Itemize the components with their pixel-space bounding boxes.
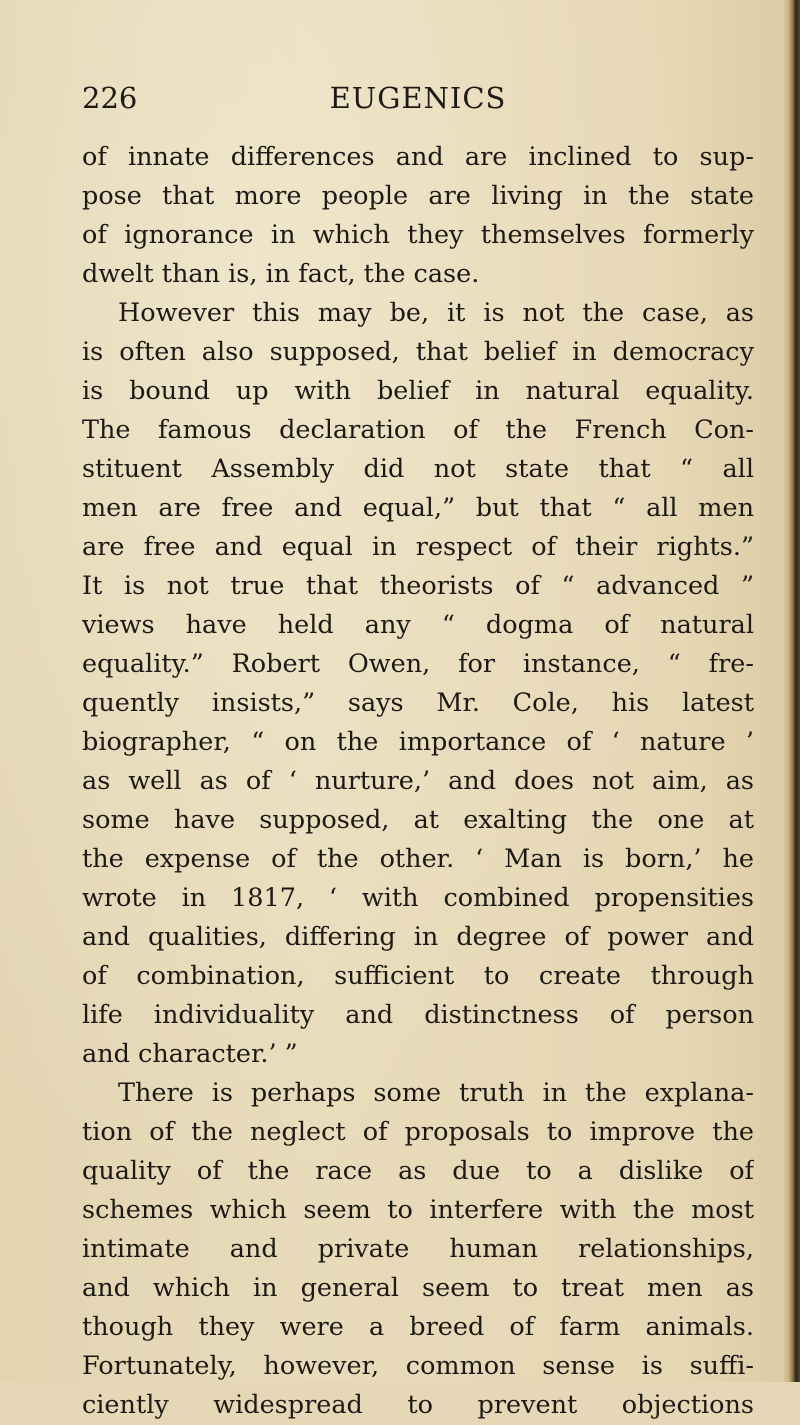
- text-line: quently insists,” says Mr. Cole, his latest: [82, 688, 754, 718]
- text-line: Fortunately, however, common sense is suffi-: [82, 1351, 754, 1381]
- text-line: men are free and equal,” but that “ all men: [82, 493, 754, 523]
- text-line: as well as of ‘ nurture,’ and does not aim, as: [82, 766, 754, 796]
- text-line: of ignorance in which they themselves formerly: [82, 220, 754, 250]
- text-line: pose that more people are living in the state: [82, 181, 754, 211]
- text-line: some have supposed, at exalting the one at: [82, 805, 754, 835]
- text-line: life individuality and distinctness of person: [82, 1000, 754, 1030]
- text-line: though they were a breed of farm animals.: [82, 1312, 754, 1342]
- text-line: intimate and private human relationships,: [82, 1234, 754, 1264]
- text-line: views have held any “ dogma of natural: [82, 610, 754, 640]
- text-line: of combination, sufficient to create through: [82, 961, 754, 991]
- text-line: and qualities, differing in degree of power and: [82, 922, 754, 952]
- text-line: of innate differences and are inclined to sup-: [82, 142, 754, 172]
- page-number: 226: [82, 81, 138, 115]
- running-title: EUGENICS: [329, 81, 507, 115]
- text-line: and character.’ ”: [82, 1039, 298, 1069]
- text-line: quality of the race as due to a dislike of: [82, 1156, 754, 1186]
- text-line: equality.” Robert Owen, for instance, “ fre-: [82, 649, 754, 679]
- text-line: It is not true that theorists of “ advanced ”: [82, 571, 754, 601]
- text-line: The famous declaration of the French Con-: [82, 415, 754, 445]
- text-line: is bound up with belief in natural equality.: [82, 376, 754, 406]
- text-line: wrote in 1817, ‘ with combined propensities: [82, 883, 754, 913]
- text-line: ciently widespread to prevent objections: [82, 1390, 754, 1420]
- text-line: There is perhaps some truth in the explana-: [118, 1078, 754, 1108]
- body-text: [82, 138, 754, 1425]
- text-line: are free and equal in respect of their rights.”: [82, 532, 754, 562]
- text-line: However this may be, it is not the case, as: [118, 298, 754, 328]
- text-line: schemes which seem to interfere with the most: [82, 1195, 754, 1225]
- text-line: tion of the neglect of proposals to improve the: [82, 1117, 754, 1147]
- text-line: stituent Assembly did not state that “ all: [82, 454, 754, 484]
- text-line: biographer, “ on the importance of ‘ nature ’: [82, 727, 754, 757]
- page-edge-shadow: [784, 0, 800, 1382]
- text-line: the expense of the other. ‘ Man is born,’ he: [82, 844, 754, 874]
- text-line: and which in general seem to treat men as: [82, 1273, 754, 1303]
- page-header: [82, 76, 754, 120]
- text-line: is often also supposed, that belief in democracy: [82, 337, 754, 367]
- text-line: dwelt than is, in fact, the case.: [82, 259, 480, 289]
